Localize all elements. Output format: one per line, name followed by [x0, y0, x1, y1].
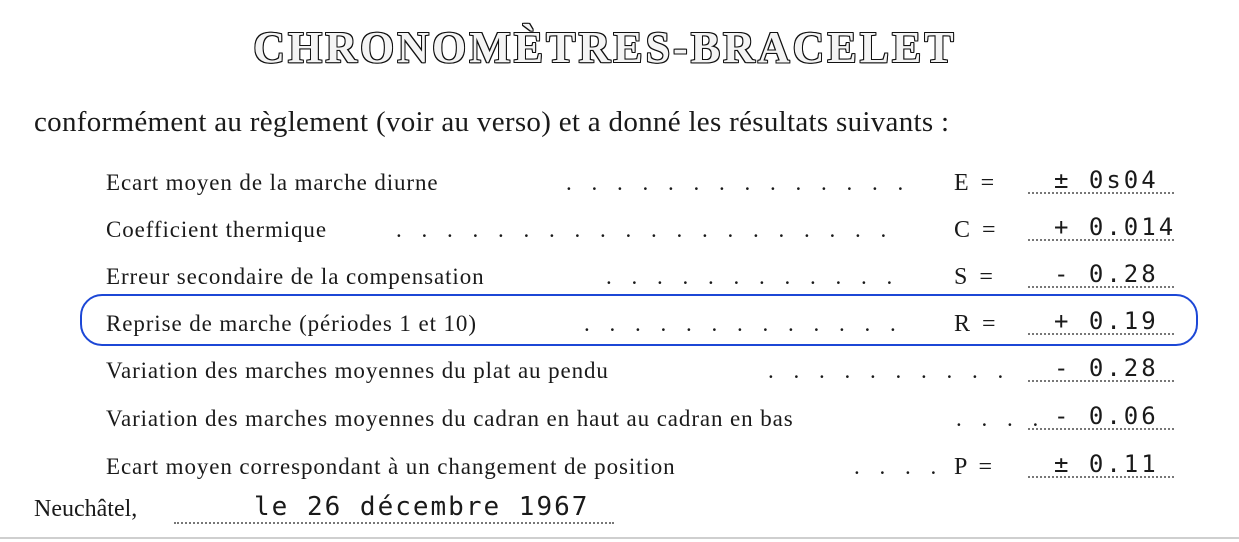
- intro-sentence: conformément au règlement (voir au verso) et a donné les résultats suivants :: [34, 106, 950, 138]
- result-row-cadran-haut-bas: [106, 400, 1196, 440]
- row-value: + 0.19: [1028, 307, 1174, 335]
- row-label: Erreur secondaire de la compensation: [106, 264, 485, 289]
- row-label: Variation des marches moyennes du plat au pendu: [106, 358, 609, 383]
- result-row-erreur-secondaire: [106, 258, 1196, 298]
- result-row-ecart-moyen: [106, 164, 1196, 204]
- result-row-coefficient-thermique: [106, 211, 1196, 251]
- row-leader-dots: . . . . . . . . . .: [768, 358, 1011, 383]
- row-leader-dots: . . . . . . . . . . . .: [606, 264, 900, 289]
- row-value: - 0.28: [1028, 354, 1174, 382]
- row-symbol: C =: [954, 217, 996, 243]
- row-value: + 0.014: [1028, 213, 1174, 241]
- row-leader-dots: . . . .: [854, 454, 944, 479]
- row-value: ± 0.11: [1028, 450, 1174, 478]
- row-label: Variation des marches moyennes du cadran en haut au cadran en bas: [106, 406, 794, 431]
- row-label: Ecart moyen correspondant à un changement de position: [106, 454, 676, 479]
- row-leader-dots: . . . . . . . . . . . . . . . . . . . .: [396, 217, 894, 242]
- result-row-plat-au-pendu: [106, 352, 1196, 392]
- row-value: - 0.06: [1028, 402, 1174, 430]
- row-symbol: P =: [954, 454, 992, 480]
- row-label: Reprise de marche (périodes 1 et 10): [106, 311, 477, 336]
- result-row-changement-position: [106, 448, 1196, 488]
- result-row-reprise-de-marche: [106, 305, 1196, 345]
- row-value: ± 0s04: [1028, 166, 1174, 194]
- page-edge-divider: [0, 537, 1239, 539]
- row-symbol: E =: [954, 170, 995, 196]
- row-value: - 0.28: [1028, 260, 1174, 288]
- signature-line: [34, 492, 590, 523]
- row-leader-dots: . . . . . . . . . . . . . .: [566, 170, 911, 195]
- row-leader-dots: . . . . . . . . . . . . .: [584, 311, 903, 336]
- row-label: Ecart moyen de la marche diurne: [106, 170, 439, 195]
- date-entry: le 26 décembre 1967: [174, 492, 614, 524]
- place-label: Neuchâtel,: [34, 496, 138, 522]
- document-title: CHRONOMÈTRES-BRACELET: [253, 23, 957, 72]
- row-label: Coefficient thermique: [106, 217, 327, 242]
- row-symbol: R =: [954, 311, 996, 337]
- row-symbol: S =: [954, 264, 993, 290]
- row-leader-dots: . . . .: [956, 406, 1046, 431]
